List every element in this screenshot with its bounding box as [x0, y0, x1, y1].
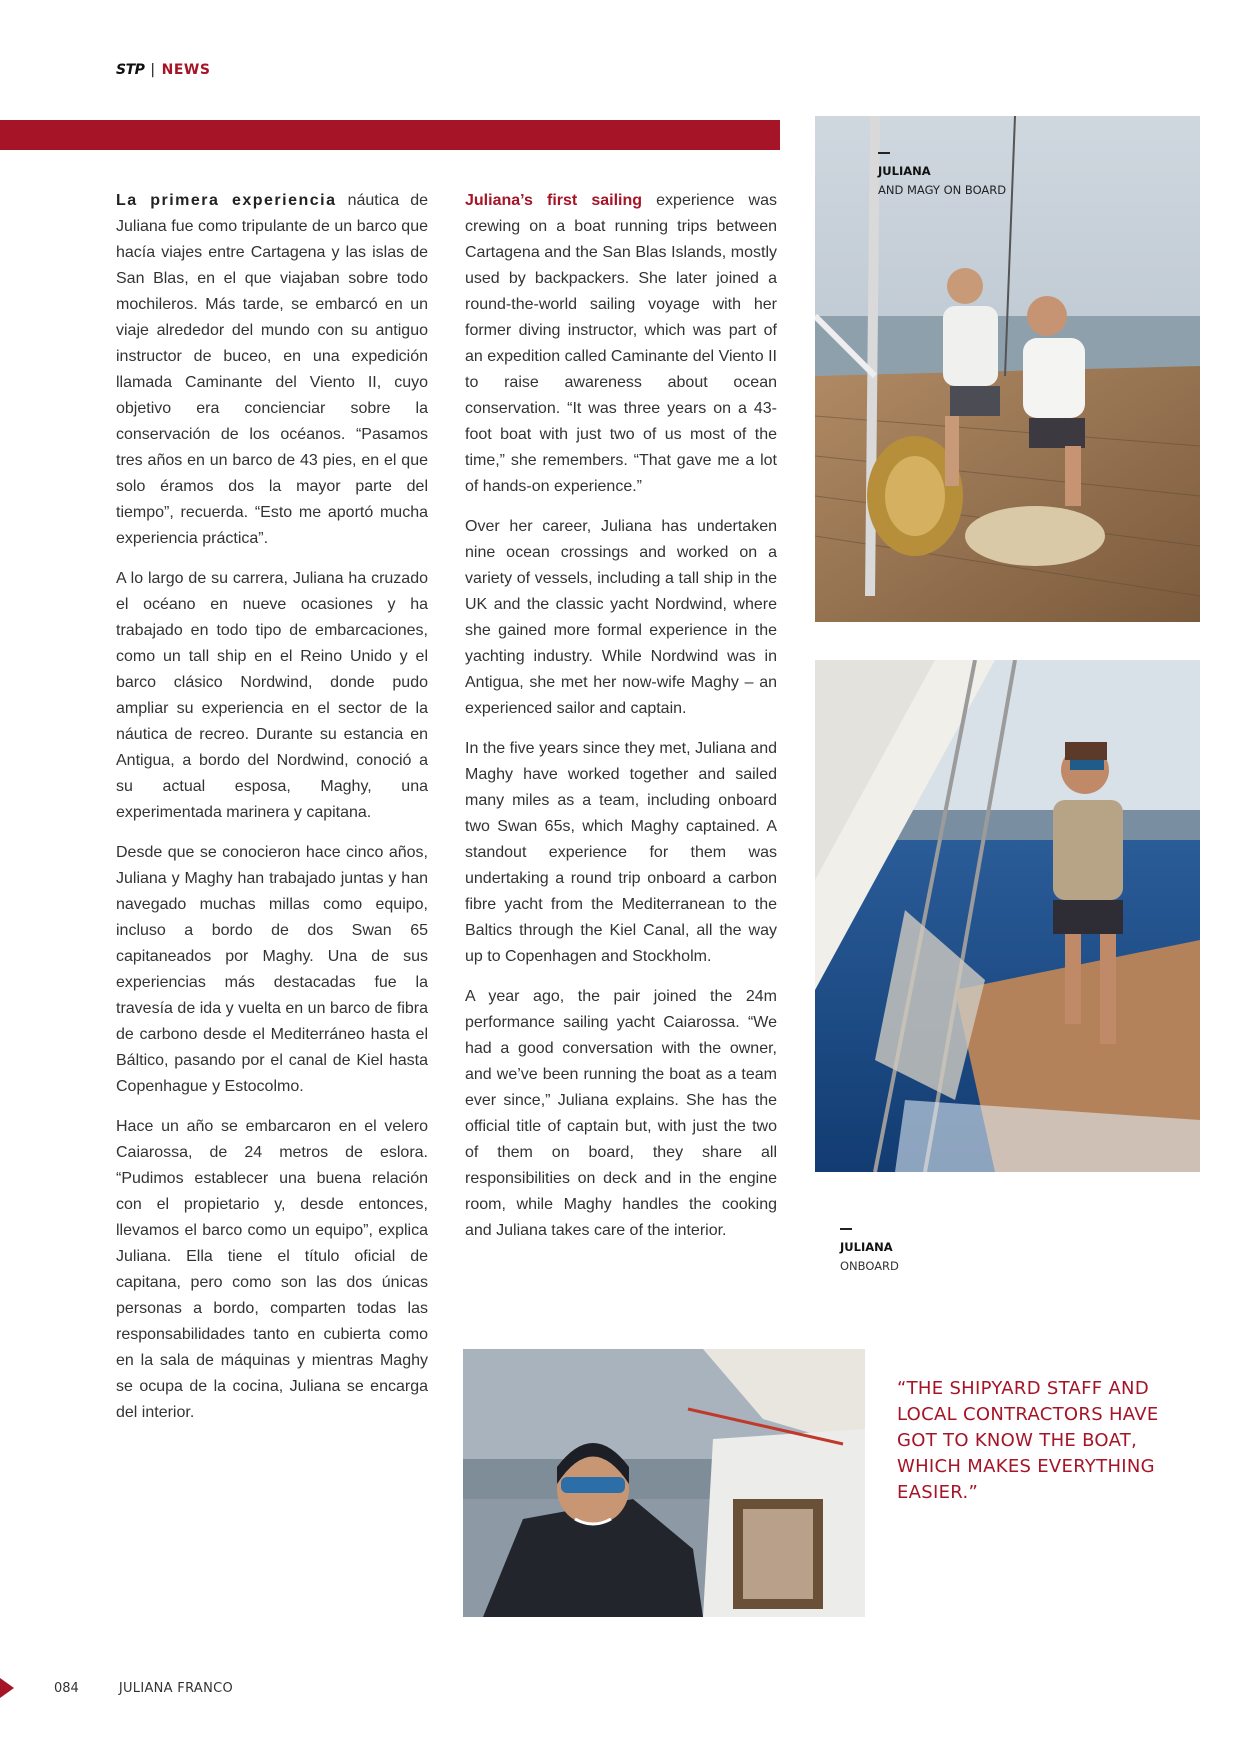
spanish-paragraph-1: [116, 188, 428, 552]
section-label: NEWS: [161, 62, 211, 78]
page-footer: [0, 1678, 233, 1698]
caption-dash: [878, 152, 890, 154]
spanish-paragraph-4: Hace un año se embarcaron en el velero Caiarossa, de 24 metros de eslora. “Pudimos establecer una buena relación con el propietario y, desde entonces, llevamos el barco como un equipo”, explica Juliana. Ella tiene el título oficial de capitana, pero como son las dos únicas personas a bordo, comparten todas las responsabilidades tanto en cubierta como en la sala de máquinas y mientras Maghy se ocupa de la cocina, Juliana se encarga del interior.: [116, 1118, 428, 1421]
red-banner-bar: [0, 120, 780, 150]
spanish-paragraph-3: Desde que se conocieron hace cinco años, Juliana y Maghy han trabajado juntas y han navegado muchas millas como equipo, incluso a bordo de dos Swan 65 capitaneados por Maghy. Una de sus experiencias más destacadas fue la travesía de ida y vuelta en un barco de fibra de carbono desde el Mediterráneo hasta el Báltico, pasando por el canal de Kiel hasta Copenhague y Estocolmo.: [116, 844, 428, 1095]
english-paragraph-2: Over her career, Juliana has undertaken nine ocean crossings and worked on a variety of vessels, including a tall ship in the UK and the classic yacht Nordwind, where she gained more formal experience in the yachting industry. While Nordwind was in Antigua, she met her now-wife Maghy – an experienced sailor and captain.: [465, 518, 777, 717]
english-paragraph-1: [465, 188, 777, 500]
photo-selfie-sailboat: [463, 1349, 865, 1617]
caption-subtitle: ONBOARD: [840, 1259, 899, 1273]
brand-logo: STP: [116, 62, 145, 78]
english-column: [465, 188, 777, 1258]
english-paragraph-3: In the five years since they met, Juliana and Maghy have worked together and sailed many miles as a team, including onboard two Swan 65s, which Maghy captained. A standout experience for them was undertaking a round trip onboard a carbon fibre yacht from the Mediterranean to the Baltics through the Kiel Canal, all the way up to Copenhagen and Stockholm.: [465, 740, 777, 965]
english-paragraph-4: A year ago, the pair joined the 24m performance sailing yacht Caiarossa. “We had a good conversation with the owner, and we’ve been running the boat as a team ever since,” Juliana explains. She has the official title of captain but, with just the two of them on board, they share all responsibilities on deck and in the engine room, while Maghy handles the cooking and Juliana takes care of the interior.: [465, 988, 777, 1239]
english-p1-text: experience was crewing on a boat running trips between Cartagena and the San Blas Islands, mostly used by backpackers. She later joined a round-the-world sailing voyage with her former diving instructor, which was part of an expedition called Caminante del Viento II to raise awareness about ocean conservation. “It was three years on a 43-foot boat with just two of us most of the time,” she remembers. “That gave me a lot of hands-on experience.”: [465, 192, 777, 495]
header-separator: |: [150, 62, 156, 78]
caption-subtitle: AND MAGY ON BOARD: [878, 183, 1007, 197]
photo2-caption: [840, 1228, 899, 1276]
spanish-column: [116, 188, 428, 1440]
caption-name: JULIANA: [840, 1240, 893, 1254]
spanish-lead: La primera experiencia: [116, 192, 337, 209]
caption-name: JULIANA: [878, 164, 931, 178]
photo-deck-crew: [815, 116, 1200, 622]
pull-quote: “THE SHIPYARD STAFF AND LOCAL CONTRACTORS HAVE GOT TO KNOW THE BOAT, WHICH MAKES EVERYTHING EASIER.”: [897, 1378, 1159, 1503]
article-title: JULIANA FRANCO: [118, 1680, 234, 1696]
red-triangle-marker: [0, 1678, 14, 1698]
magazine-header: [116, 62, 210, 78]
photo-juliana-onboard: [815, 660, 1200, 1172]
caption-dash: [840, 1228, 852, 1230]
spanish-paragraph-2: A lo largo de su carrera, Juliana ha cruzado el océano en nueve ocasiones y ha trabajado en todo tipo de embarcaciones, como un tall ship en el Reino Unido y el barco clásico Nordwind, donde pudo ampliar su experiencia en el sector de la náutica de recreo. Durante su estancia en Antigua, a bordo del Nordwind, conoció a su actual esposa, Maghy, una experimentada marinera y capitana.: [116, 570, 428, 821]
page-number: 084: [54, 1680, 79, 1696]
spanish-p1-text: náutica de Juliana fue como tripulante de un barco que hacía viajes entre Cartagena y las islas de San Blas, en el que viajaban sobre todo mochileros. Más tarde, se embarcó en un viaje alrededor del mundo con su antiguo instructor de buceo, en una expedición llamada Caminante del Viento II, cuyo objetivo era concienciar sobre la conservación de los océanos. “Pasamos tres años en un barco de 43 pies, en el que solo éramos dos la mayor parte del tiempo”, recuerda. “Esto me aportó mucha experiencia práctica”.: [116, 192, 428, 547]
english-lead: Juliana’s first sailing: [465, 192, 643, 209]
photo1-caption: [878, 152, 1006, 200]
